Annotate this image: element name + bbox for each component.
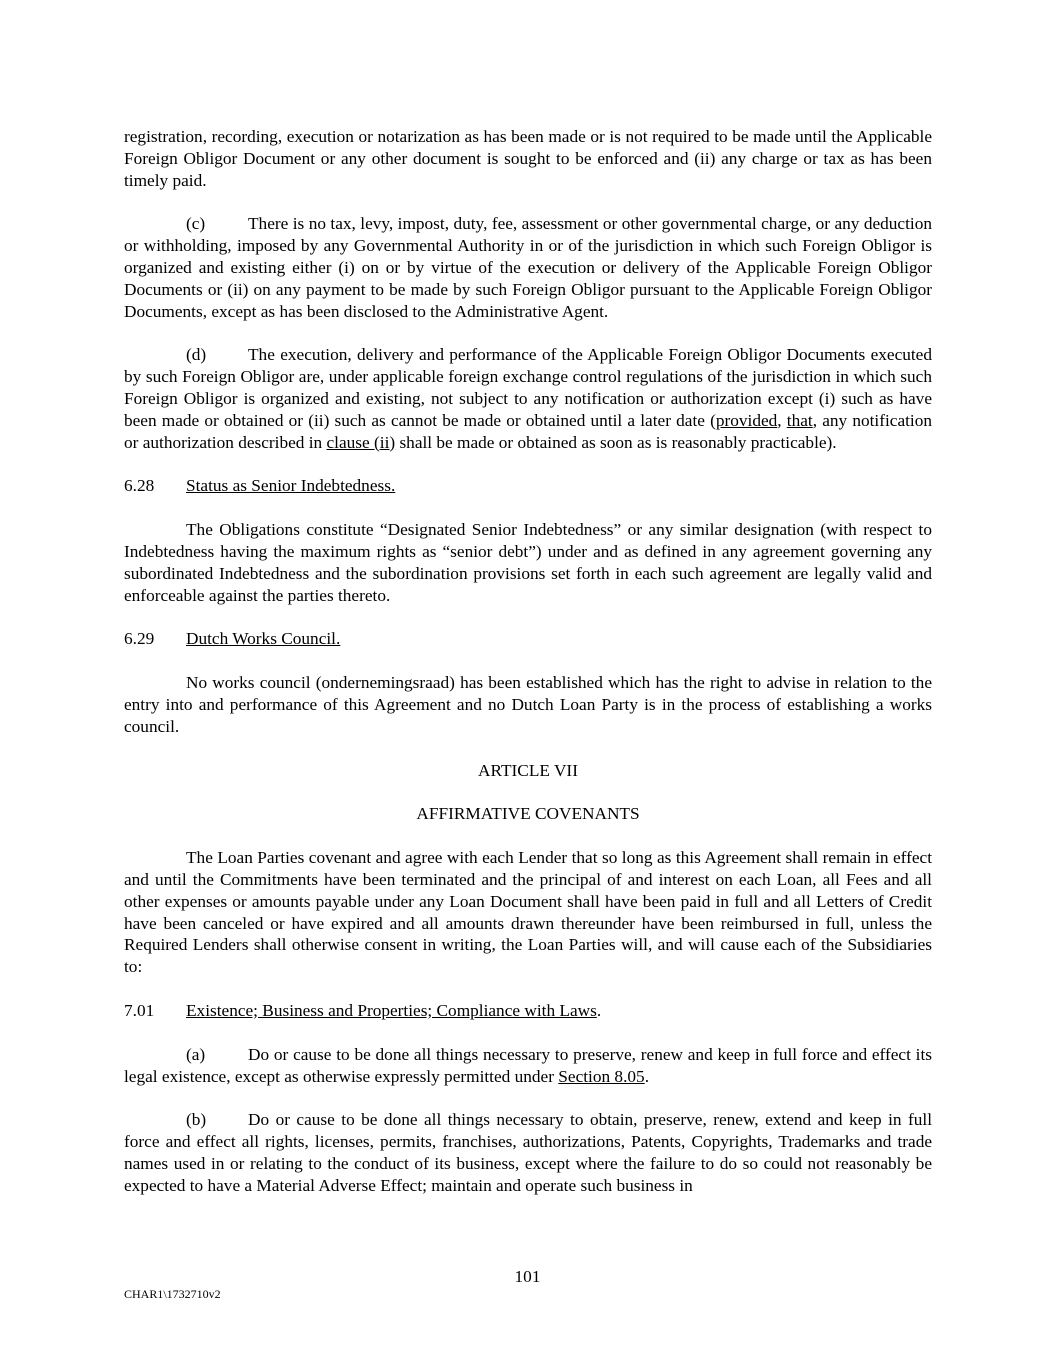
provided-term: provided [715,410,778,430]
section-title: Existence; Business and Properties; Compliance with Laws [186,1000,597,1020]
section-title: Status as Senior Indebtedness. [186,476,396,496]
clause-label-a: (a) [186,1044,206,1064]
section-heading-6-28 [124,475,932,497]
document-body [124,126,932,1218]
section-heading-7-01 [124,1000,932,1022]
paragraph-continuation: registration, recording, execution or notarization as has been made or is not required to be made until the Applicable Foreign Obligor Document or any other document is sought to be enforced and (ii) any charge or tax as has been timely paid. [124,127,932,190]
clause-text-d-3: shall be made or obtained as soon as is reasonably practicable). [395,432,837,452]
clause-ii-reference: clause (ii) [326,432,396,452]
paragraph-d [124,344,932,453]
document-code: CHAR1\1732710v2 [124,1287,221,1301]
section-8-05-reference: Section 8.05 [558,1066,645,1086]
article-number: ARTICLE VII [478,760,578,780]
paragraph-7-01-b [124,1109,932,1196]
section-6-28-text: The Obligations constitute “Designated Senior Indebtedness” or any similar designation (with respect to Indebtedness having the maximum rights as “senior debt”) under and as defined in any agreement governing any subordinated Indebtedness and the subordination provisions set forth in each such agreement are legally valid and enforceable against the parties thereto. [124,520,932,605]
section-heading-6-29 [124,628,932,650]
paragraph-7-01-a [124,1044,932,1088]
clause-label-d: (d) [186,345,207,365]
clause-label-c: (c) [186,214,206,234]
article-intro: The Loan Parties covenant and agree with each Lender that so long as this Agreement shall remain in effect and until the Commitments have been terminated and the principal of and interest on each Loan, all Fees and all other expenses or amounts payable under any Loan Document shall have been paid in full and all Letters of Credit have been canceled or have expired and all amounts drawn thereunder have been reimbursed in full, unless the Required Lenders shall otherwise consent in writing, the Loan Parties will, and will cause each of the Subsidiaries to: [124,848,932,977]
clause-text-a: Do or cause to be done all things necessary to preserve, renew and keep in full force and effect its legal existence, except as otherwise expressly permitted under [124,1044,932,1086]
clause-end: . [644,1066,650,1086]
section-title-period: . [596,1000,602,1020]
paragraph-c [124,213,932,322]
clause-label-b: (b) [186,1110,207,1130]
section-number: 6.29 [124,629,155,649]
section-number: 7.01 [124,1000,155,1020]
section-title: Dutch Works Council. [186,629,341,649]
clause-text-c: There is no tax, levy, impost, duty, fee, assessment or other governmental charge, or any deduction or withholding, imposed by any Governmental Authority in or of the jurisdiction in which such Foreign Obligor is organized and existing either (i) on or by virtue of the execution or delivery of the Applicable Foreign Obligor Documents or (ii) on any payment to be made by such Foreign Obligor pursuant to the Applicable Foreign Obligor Documents, except as has been disclosed to the Administrative Agent. [124,214,932,321]
that-term: that [786,410,813,430]
article-title: AFFIRMATIVE COVENANTS [416,804,640,824]
section-number: 6.28 [124,476,155,496]
page-number: 101 [514,1267,541,1286]
section-6-29-text: No works council (ondernemingsraad) has been established which has the right to advise in relation to the entry into and performance of this Agreement and no Dutch Loan Party is in the process of establishing a works council. [124,673,932,736]
clause-text-d-2: , any notification or authorization described in [124,410,932,452]
clause-text-b: Do or cause to be done all things necessary to obtain, preserve, renew, extend and keep in full force and effect all rights, licenses, permits, franchises, authorizations, Patents, Copyrights, Trademarks and trade names used in or relating to the conduct of its business, except where the failure to do so could not reasonably be expected to have a Material Adverse Effect; maintain and operate such business in [124,1110,932,1195]
comma: , [777,410,787,430]
clause-text-d-1: The execution, delivery and performance of the Applicable Foreign Obligor Documents executed by such Foreign Obligor are, under applicable foreign exchange control regulations of the jurisdiction in which such Foreign Obligor is organized and existing, not subject to any notification or authorization except (i) such as have been made or obtained or (ii) such as cannot be made or obtained until a later date ( [124,345,932,430]
